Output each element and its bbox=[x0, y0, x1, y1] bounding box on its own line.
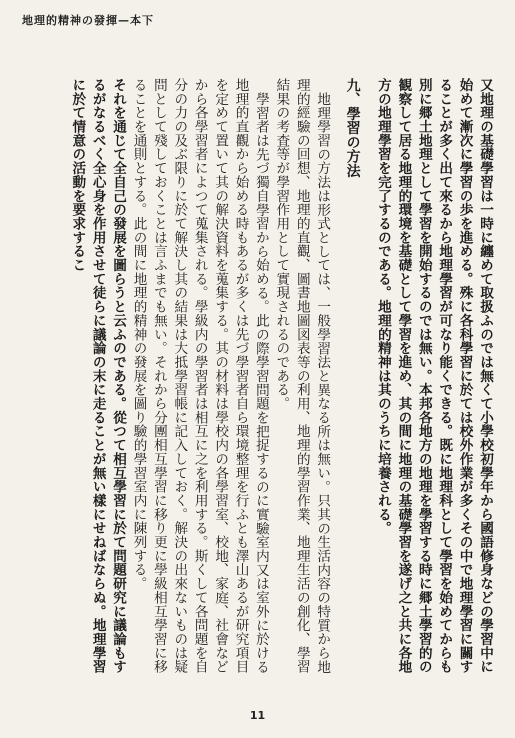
body-text bbox=[17, 78, 495, 684]
section-heading: 九、學習の方法 bbox=[344, 78, 361, 178]
paragraph-4: それを通じて全自己の發展を圖らうと云ふのである。從つて相互學習に於て問題研究に議論もするがなるべく全心身を作用させて徒らに議論の末に走ることが無い樣にせねばならぬ。地理學習に於て情意の活動を要求するこ bbox=[69, 78, 127, 674]
paragraph-1: 又地理の基礎學習は一時に纏めて取扱ふのでは無くて小學校初學年から國語修身などの學習中に始めて漸次に學習の歩を進める。殊に各科學習に於ては校外作業が多くその中で地理學習に關することが多く出て來るから地理學習が可なり能くできる。既に地理科として學習を始めてからも別に郷土地理として學習を開始するのでは無い。本邦各地方の地理を學習する時に郷土學習的の観察して居る地理的環境を基礎として學習を進め、其の間に地理の基礎學習を遂げ之と共に各地方の地理學習を完了するのである。地理的精神は其のうちに培養される。 bbox=[374, 78, 493, 674]
running-head: 地理的精神の發揮—本下 bbox=[22, 14, 154, 27]
paragraph-3: 學習者は先づ獨自學習から始める。此の際學習問題を把捉するのに實驗室内又は室外に於ける地理的直觀から始める時もあるが多くは先づ學習者自ら環境整理を行ふとも澤山あるが研究項目を定めて置いて其の解決資料を蒐集する。其の材料は學校内の各學習室、校地、家庭、社會などから各學習者によつて蒐集される。學級内の學習者は相互に之を利用する。斯くして各問題を自分の力の及ぶ限りに於て解決し其の結果は大抵學習帳に記入しておく。解決の出來ないものは疑問として殘しておくことは言ふまでも無い。それから分團相互學習に移り更に學級相互學習に移ることを通則とする。此の間に地理的精神の發展を圖り驗的學習室内に陳列する。 bbox=[130, 78, 269, 674]
paragraph-2: 地理學習の方法は形式としては、一般學習法と異なる所は無い。只其の生活内容の特質から地理的經驗の回想、地理的直觀、圖書地圖図表等の利用、地理的學習作業、地理生活の創化、學習結果の考査等が學習作用として實現されるのである。 bbox=[273, 78, 331, 674]
page-number: 11 bbox=[249, 709, 266, 722]
